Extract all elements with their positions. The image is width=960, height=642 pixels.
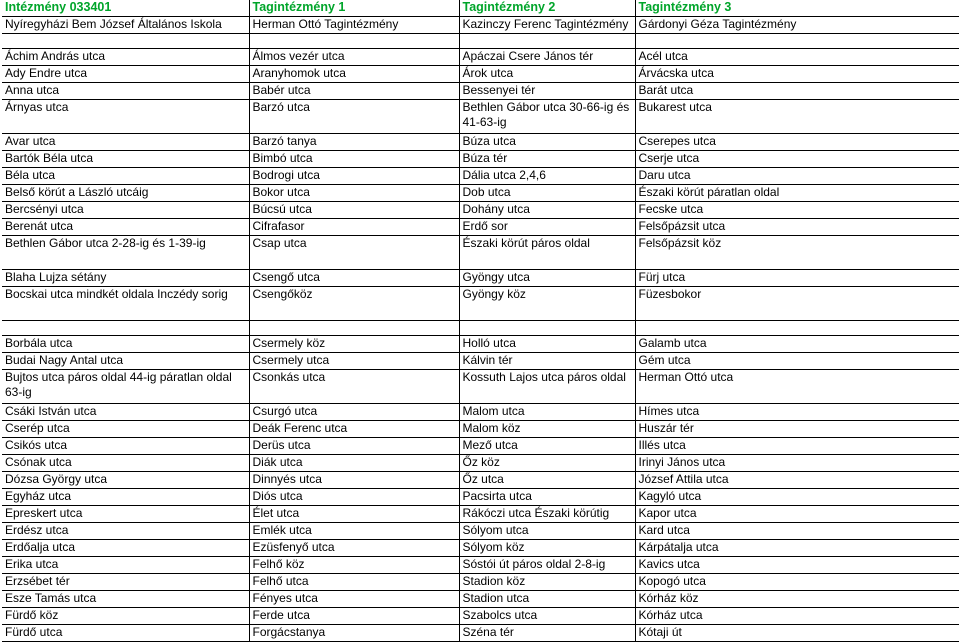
- table-cell: Apáczai Csere János tér: [459, 49, 635, 66]
- table-cell: Holló utca: [459, 336, 635, 353]
- table-cell: Erdész utca: [2, 523, 249, 540]
- table-cell: Gárdonyi Géza Tagintézmény: [635, 17, 959, 34]
- table-row: [2, 625, 959, 642]
- table-row: [2, 336, 959, 353]
- table-cell: Herman Ottó utca: [635, 370, 959, 404]
- table-row: [2, 506, 959, 523]
- table-cell: Bethlen Gábor utca 30-66-ig és 41-63-ig: [459, 100, 635, 134]
- table-cell: Anna utca: [2, 83, 249, 100]
- table-cell: Stadion utca: [459, 591, 635, 608]
- table-cell: Árok utca: [459, 66, 635, 83]
- table-cell: Északi körút páratlan oldal: [635, 185, 959, 202]
- table-cell: Cserje utca: [635, 151, 959, 168]
- table-row: [2, 66, 959, 83]
- empty-cell: [635, 321, 959, 336]
- table-cell: Intézmény 033401: [2, 0, 249, 17]
- table-cell: Erzsébet tér: [2, 574, 249, 591]
- table-cell: Budai Nagy Antal utca: [2, 353, 249, 370]
- table-cell: Kórház utca: [635, 608, 959, 625]
- table-row: [2, 591, 959, 608]
- table-row: [2, 438, 959, 455]
- table-cell: Tagintézmény 1: [249, 0, 459, 17]
- table-row: [2, 574, 959, 591]
- table-cell: Sólyom utca: [459, 523, 635, 540]
- table-cell: Csermely köz: [249, 336, 459, 353]
- table-cell: Daru utca: [635, 168, 959, 185]
- empty-cell: [635, 34, 959, 49]
- table-cell: Mező utca: [459, 438, 635, 455]
- table-cell: Forgácstanya: [249, 625, 459, 642]
- table-cell: Kossuth Lajos utca páros oldal: [459, 370, 635, 404]
- table-row: [2, 270, 959, 287]
- table-cell: Erika utca: [2, 557, 249, 574]
- table-cell: Bujtos utca páros oldal 44-ig páratlan oldal 63-ig: [2, 370, 249, 404]
- table-cell: Stadion köz: [459, 574, 635, 591]
- table-cell: Diák utca: [249, 455, 459, 472]
- table-cell: Epreskert utca: [2, 506, 249, 523]
- table-cell: Illés utca: [635, 438, 959, 455]
- table-cell: Csap utca: [249, 236, 459, 270]
- table-cell: Szabolcs utca: [459, 608, 635, 625]
- table-cell: Pacsirta utca: [459, 489, 635, 506]
- empty-cell: [2, 34, 249, 49]
- table-cell: Árvácska utca: [635, 66, 959, 83]
- table-cell: Bethlen Gábor utca 2-28-ig és 1-39-ig: [2, 236, 249, 270]
- table-cell: Egyház utca: [2, 489, 249, 506]
- table-cell: Belső körút a László utcáig: [2, 185, 249, 202]
- table-cell: Bimbó utca: [249, 151, 459, 168]
- table-cell: Emlék utca: [249, 523, 459, 540]
- empty-cell: [459, 321, 635, 336]
- table-cell: Felhő utca: [249, 574, 459, 591]
- table-cell: Búza utca: [459, 134, 635, 151]
- table-cell: Árnyas utca: [2, 100, 249, 134]
- table-cell: Sóstói út páros oldal 2-8-ig: [459, 557, 635, 574]
- header-row: [2, 0, 959, 17]
- table-cell: Berenát utca: [2, 219, 249, 236]
- table-row: [2, 404, 959, 421]
- table-cell: Ady Endre utca: [2, 66, 249, 83]
- table-cell: Derüs utca: [249, 438, 459, 455]
- spacer-row: [2, 34, 959, 49]
- table-cell: Avar utca: [2, 134, 249, 151]
- table-cell: Áchim András utca: [2, 49, 249, 66]
- empty-cell: [2, 321, 249, 336]
- table-row: [2, 185, 959, 202]
- table-cell: Északi körút páros oldal: [459, 236, 635, 270]
- table-cell: Barzó utca: [249, 100, 459, 134]
- table-cell: Kopogó utca: [635, 574, 959, 591]
- table-row: [2, 421, 959, 438]
- table-cell: Acél utca: [635, 49, 959, 66]
- table-cell: Dózsa György utca: [2, 472, 249, 489]
- school-district-table: [2, 0, 959, 642]
- table-cell: Galamb utca: [635, 336, 959, 353]
- table-cell: Tagintézmény 2: [459, 0, 635, 17]
- table-cell: Fürdő köz: [2, 608, 249, 625]
- table-cell: Kapor utca: [635, 506, 959, 523]
- table-cell: Bocskai utca mindkét oldala Inczédy sorig: [2, 287, 249, 321]
- table-row: [2, 370, 959, 404]
- table-cell: Gyöngy utca: [459, 270, 635, 287]
- table-cell: József Attila utca: [635, 472, 959, 489]
- table-cell: Barát utca: [635, 83, 959, 100]
- table-cell: Csengő utca: [249, 270, 459, 287]
- table-cell: Nyíregyházi Bem József Általános Iskola: [2, 17, 249, 34]
- table-cell: Irinyi János utca: [635, 455, 959, 472]
- table-cell: Fürj utca: [635, 270, 959, 287]
- table-row: [2, 134, 959, 151]
- table-cell: Fecske utca: [635, 202, 959, 219]
- table-cell: Babér utca: [249, 83, 459, 100]
- table-cell: Élet utca: [249, 506, 459, 523]
- table-cell: Dinnyés utca: [249, 472, 459, 489]
- table-cell: Hímes utca: [635, 404, 959, 421]
- table-cell: Kótaji út: [635, 625, 959, 642]
- table-cell: Barzó tanya: [249, 134, 459, 151]
- table-cell: Ezüsfenyő utca: [249, 540, 459, 557]
- empty-cell: [249, 321, 459, 336]
- table-cell: Felsőpázsit utca: [635, 219, 959, 236]
- table-cell: Bukarest utca: [635, 100, 959, 134]
- table-row: [2, 287, 959, 321]
- table-cell: Bodrogi utca: [249, 168, 459, 185]
- table-row: [2, 523, 959, 540]
- table-row: [2, 83, 959, 100]
- table-row: [2, 219, 959, 236]
- table-row: [2, 472, 959, 489]
- table-cell: Herman Ottó Tagintézmény: [249, 17, 459, 34]
- table-cell: Csonkás utca: [249, 370, 459, 404]
- table-cell: Búcsú utca: [249, 202, 459, 219]
- table-cell: Őz utca: [459, 472, 635, 489]
- table-cell: Cserép utca: [2, 421, 249, 438]
- table-row: [2, 100, 959, 134]
- table-cell: Malom köz: [459, 421, 635, 438]
- table-cell: Széna tér: [459, 625, 635, 642]
- table-cell: Kard utca: [635, 523, 959, 540]
- table-cell: Csónak utca: [2, 455, 249, 472]
- table-cell: Csengőköz: [249, 287, 459, 321]
- school-name-row: [2, 17, 959, 34]
- table-cell: Kavics utca: [635, 557, 959, 574]
- table-row: [2, 168, 959, 185]
- table-row: [2, 540, 959, 557]
- table-cell: Búza tér: [459, 151, 635, 168]
- table-cell: Deák Ferenc utca: [249, 421, 459, 438]
- table-row: [2, 151, 959, 168]
- table-row: [2, 49, 959, 66]
- table-cell: Dohány utca: [459, 202, 635, 219]
- table-row: [2, 455, 959, 472]
- table-cell: Bartók Béla utca: [2, 151, 249, 168]
- table-row: [2, 202, 959, 219]
- table-cell: Cserepes utca: [635, 134, 959, 151]
- table-cell: Fürdő utca: [2, 625, 249, 642]
- table-cell: Aranyhomok utca: [249, 66, 459, 83]
- table-cell: Sólyom köz: [459, 540, 635, 557]
- table-cell: Huszár tér: [635, 421, 959, 438]
- table-row: [2, 236, 959, 270]
- table-cell: Felhő köz: [249, 557, 459, 574]
- table-cell: Kagyló utca: [635, 489, 959, 506]
- table-row: [2, 557, 959, 574]
- table-cell: Gyöngy köz: [459, 287, 635, 321]
- table-cell: Bessenyei tér: [459, 83, 635, 100]
- table-cell: Csermely utca: [249, 353, 459, 370]
- table-cell: Őz köz: [459, 455, 635, 472]
- table-cell: Erdő sor: [459, 219, 635, 236]
- empty-cell: [459, 34, 635, 49]
- table-cell: Tagintézmény 3: [635, 0, 959, 17]
- table-cell: Csurgó utca: [249, 404, 459, 421]
- table-row: [2, 489, 959, 506]
- table-cell: Malom utca: [459, 404, 635, 421]
- table-cell: Erdőalja utca: [2, 540, 249, 557]
- table-cell: Cifrafasor: [249, 219, 459, 236]
- empty-cell: [249, 34, 459, 49]
- table-cell: Gém utca: [635, 353, 959, 370]
- table-cell: Diós utca: [249, 489, 459, 506]
- table-cell: Kálvin tér: [459, 353, 635, 370]
- table-cell: Dália utca 2,4,6: [459, 168, 635, 185]
- table-cell: Csikós utca: [2, 438, 249, 455]
- table-cell: Álmos vezér utca: [249, 49, 459, 66]
- table-cell: Béla utca: [2, 168, 249, 185]
- table-row: [2, 353, 959, 370]
- table-cell: Bercsényi utca: [2, 202, 249, 219]
- table-cell: Borbála utca: [2, 336, 249, 353]
- table-cell: Kárpátalja utca: [635, 540, 959, 557]
- table-cell: Fényes utca: [249, 591, 459, 608]
- table-cell: Csáki István utca: [2, 404, 249, 421]
- table-cell: Kazinczy Ferenc Tagintézmény: [459, 17, 635, 34]
- table-cell: Dob utca: [459, 185, 635, 202]
- spacer-row: [2, 321, 959, 336]
- table-cell: Rákóczi utca Északi körútig: [459, 506, 635, 523]
- table-cell: Esze Tamás utca: [2, 591, 249, 608]
- table-cell: Felsőpázsit köz: [635, 236, 959, 270]
- table-cell: Bokor utca: [249, 185, 459, 202]
- table-cell: Kórház köz: [635, 591, 959, 608]
- table-cell: Füzesbokor: [635, 287, 959, 321]
- table-cell: Ferde utca: [249, 608, 459, 625]
- table-cell: Blaha Lujza sétány: [2, 270, 249, 287]
